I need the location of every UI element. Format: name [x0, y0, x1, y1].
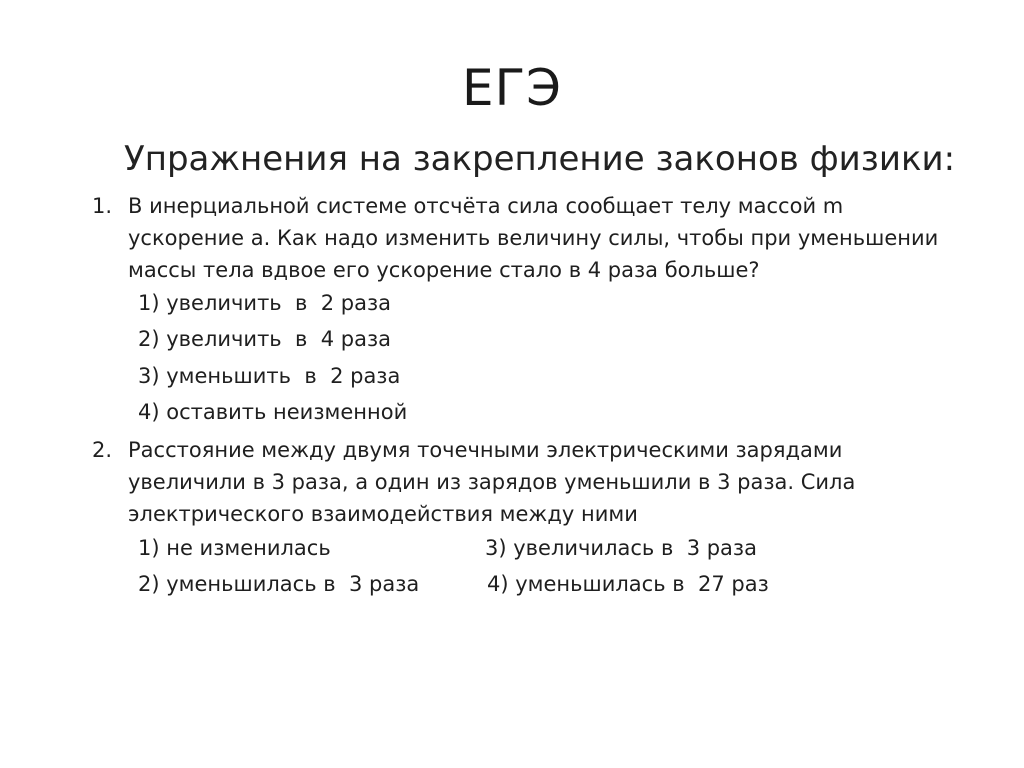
- question-line: массы тела вдвое его ускорение стало в 4 раза больше?: [128, 258, 760, 282]
- question-line: Расстояние между двумя точечными электрическими зарядами: [128, 438, 843, 462]
- question-line: увеличили в 3 раза, а один из зарядов уменьшили в 3 раза. Сила: [128, 470, 856, 494]
- question-line: электрического взаимодействия между ними: [128, 502, 638, 526]
- answer-option: 1) увеличить в 2 раза: [138, 291, 392, 315]
- answer-option: 3) увеличилась в 3 раза: [485, 536, 757, 560]
- question-line: ускорение а. Как надо изменить величину силы, чтобы при уменьшении: [128, 226, 939, 250]
- slide-subtitle: Упражнения на закрепление законов физики:: [124, 139, 956, 179]
- answer-option: 2) увеличить в 4 раза: [138, 327, 392, 351]
- answer-option: 2) уменьшилась в 3 раза: [138, 572, 420, 596]
- answer-option: 4) оставить неизменной: [138, 400, 408, 424]
- answer-option: 3) уменьшить в 2 раза: [138, 364, 401, 388]
- question-text: [128, 190, 948, 286]
- question-number: 1.: [92, 194, 113, 218]
- slide-title: ЕГЭ: [462, 59, 562, 117]
- question-1: [0, 190, 1024, 290]
- question-line: В инерциальной системе отсчёта сила сообщает телу массой m: [128, 194, 844, 218]
- question-2: [0, 434, 1024, 534]
- question-number: 2.: [92, 438, 113, 462]
- question-text: [128, 434, 948, 530]
- answer-option: 1) не изменилась: [138, 536, 331, 560]
- answer-option: 4) уменьшилась в 27 раз: [487, 572, 769, 596]
